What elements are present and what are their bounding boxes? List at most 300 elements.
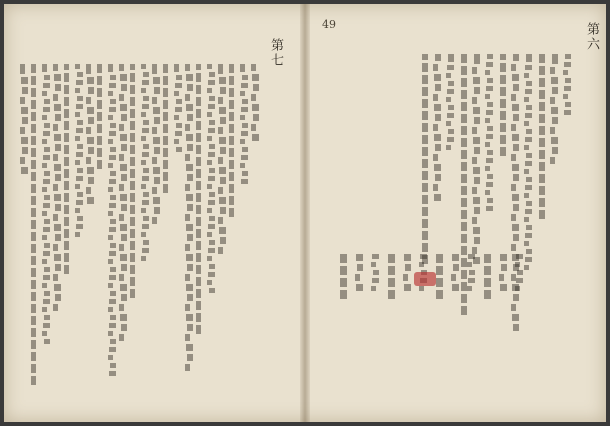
handwritten-glyph: [388, 254, 395, 263]
handwritten-glyph: [515, 286, 520, 291]
handwritten-glyph: [208, 272, 215, 277]
handwritten-glyph: [75, 208, 80, 213]
handwritten-glyph: [474, 117, 480, 124]
handwritten-glyph: [54, 74, 61, 81]
handwritten-glyph: [143, 120, 149, 125]
handwritten-glyph: [525, 65, 532, 70]
handwritten-glyph: [446, 97, 451, 102]
handwritten-glyph: [525, 137, 532, 142]
handwritten-glyph: [207, 112, 212, 117]
handwritten-glyph: [525, 257, 532, 262]
handwritten-glyph: [422, 195, 428, 204]
handwritten-glyph: [121, 174, 127, 181]
handwritten-glyph: [209, 240, 215, 245]
handwritten-glyph: [422, 87, 428, 96]
handwritten-glyph: [552, 117, 558, 124]
handwritten-glyph: [473, 167, 480, 174]
handwritten-glyph: [422, 243, 428, 252]
handwritten-glyph: [130, 181, 135, 190]
handwritten-glyph: [196, 157, 201, 166]
handwritten-glyph: [20, 127, 25, 134]
handwritten-glyph: [141, 208, 146, 213]
handwritten-glyph: [461, 126, 467, 135]
handwritten-glyph: [76, 224, 83, 229]
handwritten-glyph: [552, 147, 558, 154]
handwritten-glyph: [196, 169, 201, 178]
handwritten-glyph: [467, 286, 472, 291]
handwritten-glyph: [86, 187, 91, 194]
handwritten-glyph: [110, 195, 116, 200]
handwritten-glyph: [143, 96, 149, 101]
handwritten-glyph: [185, 64, 190, 71]
handwritten-glyph: [108, 331, 113, 336]
handwritten-glyph: [420, 254, 427, 259]
handwritten-glyph: [511, 64, 516, 71]
handwritten-glyph: [435, 114, 441, 121]
handwritten-glyph: [552, 54, 558, 64]
handwritten-glyph: [525, 209, 532, 214]
handwritten-glyph: [473, 137, 480, 144]
handwritten-glyph: [486, 206, 493, 211]
handwritten-glyph: [500, 135, 506, 144]
handwritten-glyph: [87, 77, 94, 84]
handwritten-glyph: [64, 253, 69, 262]
handwritten-glyph: [187, 354, 193, 361]
handwritten-glyph: [565, 54, 571, 59]
handwritten-glyph: [64, 205, 69, 214]
handwritten-glyph: [97, 148, 102, 157]
handwritten-glyph: [76, 152, 83, 157]
handwritten-glyph: [461, 258, 467, 267]
handwritten-glyph: [461, 174, 467, 183]
handwritten-glyph: [110, 99, 116, 104]
handwritten-glyph: [388, 290, 395, 299]
handwritten-glyph: [88, 117, 94, 124]
handwritten-glyph: [21, 167, 28, 174]
handwritten-glyph: [75, 160, 80, 165]
handwritten-glyph: [461, 306, 467, 315]
handwritten-glyph: [524, 193, 529, 198]
handwritten-glyph: [196, 265, 201, 274]
handwritten-glyph: [141, 64, 146, 69]
handwritten-glyph: [446, 73, 451, 78]
handwritten-glyph: [53, 124, 58, 131]
handwritten-glyph: [44, 219, 50, 224]
handwritten-glyph: [43, 251, 50, 256]
handwritten-glyph: [108, 91, 113, 96]
handwritten-glyph: [130, 289, 135, 298]
handwritten-glyph: [433, 154, 438, 161]
handwritten-glyph: [64, 229, 69, 238]
handwritten-glyph: [108, 235, 113, 240]
handwritten-glyph: [220, 147, 226, 154]
handwritten-glyph: [110, 147, 116, 152]
handwritten-glyph: [64, 97, 69, 106]
handwritten-glyph: [219, 167, 226, 174]
handwritten-glyph: [176, 75, 182, 80]
handwritten-glyph: [121, 114, 127, 121]
handwritten-glyph: [109, 203, 116, 208]
handwritten-glyph: [42, 163, 47, 168]
handwritten-glyph: [229, 136, 234, 145]
handwritten-glyph: [97, 112, 102, 121]
handwritten-glyph: [55, 204, 61, 211]
handwritten-glyph: [422, 159, 428, 168]
handwritten-glyph: [186, 314, 193, 321]
handwritten-glyph: [405, 264, 411, 271]
handwritten-glyph: [109, 275, 116, 280]
handwritten-glyph: [524, 121, 529, 126]
handwritten-glyph: [487, 78, 493, 83]
handwritten-glyph: [185, 304, 190, 311]
handwritten-glyph: [97, 76, 102, 85]
handwritten-glyph: [473, 227, 480, 234]
handwritten-glyph: [64, 217, 69, 226]
page-number: 49: [322, 18, 336, 31]
handwritten-glyph: [461, 162, 467, 171]
handwritten-glyph: [119, 154, 124, 161]
handwritten-glyph: [209, 288, 215, 293]
handwritten-glyph: [186, 164, 193, 171]
handwritten-glyph: [526, 225, 532, 230]
handwritten-glyph: [53, 304, 58, 311]
handwritten-glyph: [43, 275, 50, 280]
handwritten-glyph: [461, 78, 467, 87]
handwritten-glyph: [43, 107, 50, 112]
handwritten-glyph: [461, 294, 467, 303]
handwritten-glyph: [513, 144, 519, 151]
handwritten-glyph: [153, 137, 160, 144]
handwritten-glyph: [110, 123, 116, 128]
handwritten-glyph: [130, 97, 135, 106]
handwritten-glyph: [511, 304, 516, 311]
handwritten-glyph: [130, 85, 135, 94]
handwritten-glyph: [75, 112, 80, 117]
handwritten-glyph: [97, 160, 102, 169]
handwritten-glyph: [121, 294, 127, 301]
handwritten-glyph: [207, 256, 212, 261]
handwritten-glyph: [452, 284, 459, 291]
handwritten-glyph: [43, 299, 50, 304]
handwritten-glyph: [539, 54, 545, 63]
handwritten-glyph: [187, 174, 193, 181]
handwritten-glyph: [143, 144, 149, 149]
handwritten-glyph: [121, 144, 127, 151]
handwritten-glyph: [141, 160, 146, 165]
handwritten-glyph: [513, 174, 519, 181]
handwritten-glyph: [54, 164, 61, 171]
handwritten-glyph: [539, 150, 545, 159]
handwritten-glyph: [196, 145, 201, 154]
handwritten-glyph: [163, 184, 168, 193]
handwritten-glyph: [422, 123, 428, 132]
handwritten-glyph: [513, 234, 519, 241]
handwritten-glyph: [130, 253, 135, 262]
handwritten-glyph: [64, 73, 69, 82]
handwritten-glyph: [472, 187, 477, 194]
handwritten-glyph: [524, 265, 529, 270]
handwritten-glyph: [242, 171, 248, 176]
handwritten-glyph: [174, 91, 179, 96]
handwritten-glyph: [88, 177, 94, 184]
handwritten-glyph: [487, 54, 493, 59]
handwritten-glyph: [241, 155, 248, 160]
handwritten-glyph: [110, 171, 116, 176]
handwritten-glyph: [31, 112, 36, 121]
handwritten-glyph: [484, 278, 491, 287]
handwritten-glyph: [484, 266, 491, 275]
handwritten-glyph: [108, 187, 113, 192]
handwritten-glyph: [196, 277, 201, 286]
handwritten-glyph: [474, 177, 480, 184]
handwritten-glyph: [130, 109, 135, 118]
handwritten-glyph: [501, 264, 507, 271]
handwritten-glyph: [526, 81, 532, 86]
handwritten-glyph: [130, 121, 135, 130]
handwritten-glyph: [44, 339, 50, 344]
handwritten-glyph: [141, 112, 146, 117]
handwritten-glyph: [434, 134, 441, 141]
handwritten-glyph: [196, 301, 201, 310]
handwritten-glyph: [448, 129, 454, 134]
handwritten-glyph: [219, 107, 226, 114]
handwritten-glyph: [433, 94, 438, 101]
handwritten-glyph: [185, 124, 190, 131]
handwritten-glyph: [563, 94, 568, 99]
handwritten-glyph: [484, 290, 491, 299]
handwritten-glyph: [209, 144, 215, 149]
handwritten-glyph: [31, 100, 36, 109]
handwritten-glyph: [552, 87, 558, 94]
handwritten-glyph: [433, 64, 438, 71]
handwritten-glyph: [253, 84, 259, 91]
handwritten-glyph: [141, 184, 146, 189]
handwritten-glyph: [447, 113, 454, 118]
handwritten-glyph: [513, 54, 519, 61]
handwritten-glyph: [97, 100, 102, 109]
handwritten-glyph: [121, 84, 127, 91]
handwritten-glyph: [357, 264, 363, 271]
handwritten-glyph: [524, 73, 529, 78]
handwritten-glyph: [176, 99, 182, 104]
handwritten-glyph: [461, 186, 467, 195]
handwritten-glyph: [120, 314, 127, 321]
handwritten-glyph: [251, 94, 256, 101]
handwritten-glyph: [55, 114, 61, 121]
handwritten-glyph: [468, 254, 475, 259]
handwritten-glyph: [142, 128, 149, 133]
handwritten-glyph: [186, 224, 193, 231]
handwritten-glyph: [110, 363, 116, 368]
handwritten-glyph: [109, 323, 116, 328]
handwritten-glyph: [153, 107, 160, 114]
handwritten-glyph: [185, 154, 190, 161]
handwritten-glyph: [119, 94, 124, 101]
handwritten-glyph: [77, 72, 83, 77]
handwritten-glyph: [229, 64, 234, 73]
handwritten-glyph: [340, 266, 347, 275]
handwritten-glyph: [186, 284, 193, 291]
handwritten-glyph: [42, 211, 47, 216]
handwritten-glyph: [500, 284, 507, 291]
handwritten-glyph: [513, 204, 519, 211]
handwritten-glyph: [154, 117, 160, 124]
handwritten-glyph: [196, 253, 201, 262]
handwritten-glyph: [485, 190, 490, 195]
handwritten-glyph: [110, 243, 116, 248]
handwritten-glyph: [174, 115, 179, 120]
handwritten-glyph: [31, 196, 36, 205]
handwritten-glyph: [435, 144, 441, 151]
handwritten-glyph: [524, 169, 529, 174]
handwritten-glyph: [539, 162, 545, 171]
handwritten-glyph: [229, 148, 234, 157]
handwritten-glyph: [22, 87, 28, 94]
handwritten-glyph: [64, 169, 69, 178]
handwritten-glyph: [524, 145, 529, 150]
handwritten-glyph: [187, 144, 193, 151]
handwritten-glyph: [196, 64, 201, 70]
handwritten-glyph: [499, 274, 504, 281]
handwritten-glyph: [511, 154, 516, 161]
handwritten-glyph: [130, 277, 135, 286]
handwritten-glyph: [434, 74, 441, 81]
handwritten-glyph: [241, 131, 248, 136]
handwritten-glyph: [435, 84, 441, 91]
handwritten-glyph: [130, 73, 135, 82]
handwritten-glyph: [143, 192, 149, 197]
handwritten-glyph: [109, 251, 116, 256]
handwritten-glyph: [42, 91, 47, 96]
handwritten-glyph: [525, 89, 532, 94]
handwritten-glyph: [31, 148, 36, 157]
handwritten-glyph: [42, 331, 47, 336]
handwritten-glyph: [207, 136, 212, 141]
handwritten-glyph: [474, 54, 480, 64]
handwritten-glyph: [356, 254, 363, 261]
handwritten-glyph: [108, 307, 113, 312]
handwritten-glyph: [404, 284, 411, 291]
handwritten-glyph: [31, 280, 36, 289]
handwritten-glyph: [53, 154, 58, 161]
handwritten-glyph: [20, 157, 25, 164]
handwritten-glyph: [108, 259, 113, 264]
handwritten-glyph: [64, 157, 69, 166]
handwritten-glyph: [43, 179, 50, 184]
handwritten-glyph: [44, 267, 50, 272]
handwritten-glyph: [185, 184, 190, 191]
handwritten-glyph: [186, 254, 193, 261]
handwritten-glyph: [487, 150, 493, 155]
handwritten-glyph: [119, 334, 124, 341]
handwritten-glyph: [511, 214, 516, 221]
handwritten-glyph: [163, 124, 168, 133]
handwritten-glyph: [130, 133, 135, 142]
handwritten-glyph: [526, 105, 532, 110]
handwritten-glyph: [44, 171, 50, 176]
handwritten-glyph: [209, 168, 215, 173]
handwritten-glyph: [43, 227, 50, 232]
handwritten-glyph: [512, 74, 519, 81]
handwritten-glyph: [31, 328, 36, 337]
handwritten-glyph: [220, 207, 226, 214]
handwritten-glyph: [242, 99, 248, 104]
handwritten-glyph: [75, 136, 80, 141]
handwritten-glyph: [53, 244, 58, 251]
handwritten-glyph: [500, 123, 506, 132]
handwritten-glyph: [152, 217, 157, 224]
handwritten-glyph: [526, 201, 532, 206]
handwritten-glyph: [21, 77, 28, 84]
handwritten-glyph: [130, 193, 135, 202]
handwritten-glyph: [44, 75, 50, 80]
handwritten-glyph: [119, 124, 124, 131]
handwritten-glyph: [76, 200, 83, 205]
handwritten-glyph: [196, 325, 201, 334]
handwritten-glyph: [207, 160, 212, 165]
handwritten-glyph: [525, 113, 532, 118]
handwritten-glyph: [187, 234, 193, 241]
handwritten-glyph: [550, 67, 555, 74]
handwritten-glyph: [229, 172, 234, 181]
handwritten-glyph: [422, 54, 428, 60]
handwritten-glyph: [44, 99, 50, 104]
handwritten-glyph: [242, 75, 248, 80]
handwritten-glyph: [526, 177, 532, 182]
handwritten-glyph: [187, 114, 193, 121]
handwritten-glyph: [512, 224, 519, 231]
handwritten-glyph: [422, 111, 428, 120]
handwritten-glyph: [108, 115, 113, 120]
handwritten-glyph: [472, 157, 477, 164]
handwritten-glyph: [209, 192, 215, 197]
handwritten-glyph: [436, 278, 443, 287]
handwritten-glyph: [196, 85, 201, 94]
handwritten-glyph: [109, 347, 116, 352]
handwritten-glyph: [31, 376, 36, 385]
handwritten-glyph: [485, 118, 490, 123]
handwritten-glyph: [511, 274, 516, 281]
handwritten-glyph: [53, 214, 58, 221]
handwritten-glyph: [472, 127, 477, 134]
handwritten-glyph: [31, 292, 36, 301]
handwritten-glyph: [142, 152, 149, 157]
handwritten-glyph: [31, 172, 36, 181]
handwritten-glyph: [119, 274, 124, 281]
handwritten-glyph: [77, 168, 83, 173]
handwritten-glyph: [208, 80, 215, 85]
handwritten-glyph: [500, 147, 506, 156]
handwritten-glyph: [515, 262, 520, 267]
handwritten-glyph: [196, 181, 201, 190]
handwritten-glyph: [473, 107, 480, 114]
handwritten-glyph: [516, 278, 523, 283]
handwritten-glyph: [500, 254, 507, 261]
handwritten-glyph: [130, 145, 135, 154]
handwritten-glyph: [474, 147, 480, 154]
handwritten-glyph: [175, 83, 182, 88]
handwritten-glyph: [524, 241, 529, 246]
handwritten-glyph: [516, 254, 523, 259]
handwritten-glyph: [511, 244, 516, 251]
handwritten-glyph: [388, 266, 395, 275]
handwritten-glyph: [388, 278, 395, 287]
handwritten-glyph: [525, 161, 532, 166]
handwritten-glyph: [142, 248, 149, 253]
handwritten-glyph: [196, 121, 201, 130]
handwritten-glyph: [473, 197, 480, 204]
handwritten-glyph: [31, 256, 36, 265]
